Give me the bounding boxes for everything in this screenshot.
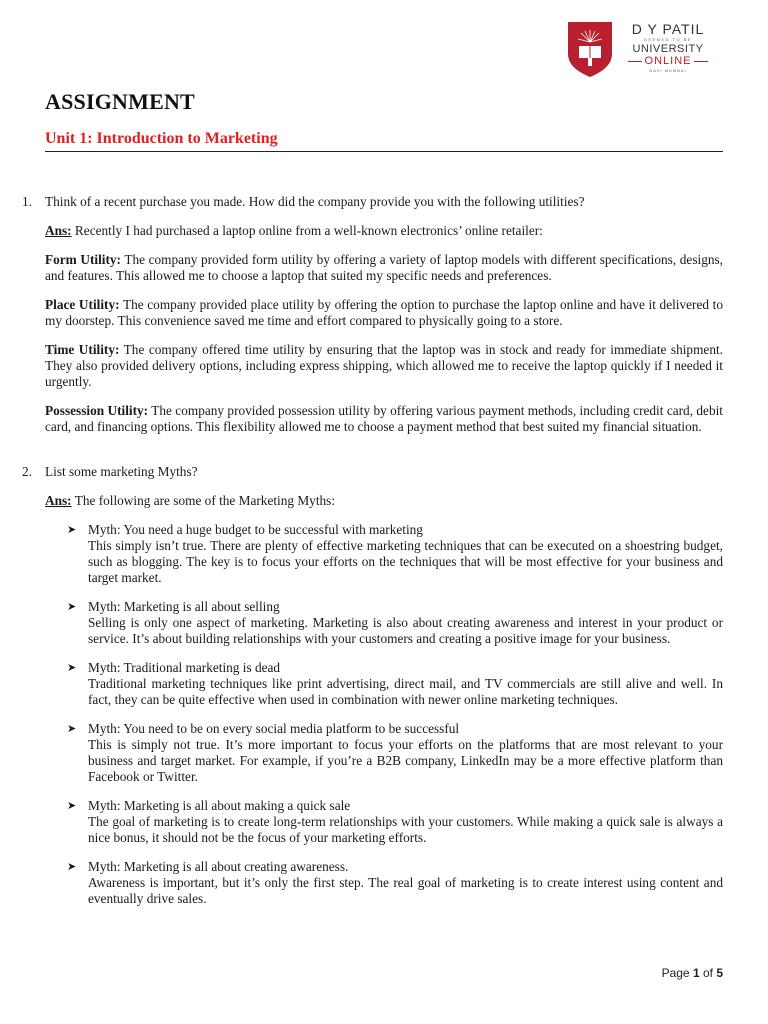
myth-text: The goal of marketing is to create long-term relationships with your customers. While making a quick sale is always a nice bonus, it should not be the focus of your marketing efforts. [88,814,723,845]
logo-location: NAVI MUMBAI [649,68,687,73]
question-text: Think of a recent purchase you made. How did the company provide you with the following utilities? [45,194,585,209]
current-page: 1 [692,966,700,980]
myth-text: Selling is only one aspect of marketing. Marketing is also about creating awareness and interest in your product or service. It’s about building relationships with your customers and creating a positive image for your business. [88,615,723,646]
answer-intro-text: The following are some of the Marketing Myths: [71,493,336,508]
university-logo [566,18,716,88]
answer-label: Ans: [45,493,72,508]
logo-wordmark [622,22,714,74]
page-number [662,966,723,980]
myth-text: Traditional marketing techniques like print advertising, direct mail, and TV commercials are still alive and well. In fact, they can be quite effective when used in combination with newer online marketing techniques. [88,676,723,707]
unit-heading: Unit 1: Introduction to Marketing [45,130,278,147]
logo-rule-right [694,61,708,62]
document-body [22,194,723,920]
myth-title: Myth: Marketing is all about selling [88,599,280,614]
list-item [45,798,723,846]
list-item [45,859,723,907]
answer-intro [45,493,723,509]
myth-text: This is simply not true. It’s more important to focus your efforts on the platforms that are most relevant to your business and target market. For example, if you’re a B2B company, LinkedIn may be a more effective platform than Facebook or Twitter. [88,737,723,784]
question-2 [22,464,723,480]
form-utility-text: The company provided form utility by offering a variety of laptop models with different specifications, designs, and features. This allowed me to choose a laptop that suited my specific needs and preferences. [45,252,723,283]
logo-online-row [622,55,714,68]
place-utility-text: The company provided place utility by offering the option to purchase the laptop online and have it delivered to my doorstep. This convenience saved me time and effort compared to physically going to a store. [45,297,723,328]
form-utility-paragraph [45,252,723,284]
list-item [45,599,723,647]
myth-title: Myth: You need to be on every social media platform to be successful [88,721,460,736]
page-word: Page [661,966,693,980]
question-number: 2. [22,464,32,479]
place-utility-paragraph [45,297,723,329]
logo-rule-left [628,61,642,62]
myth-text: Awareness is important, but it’s only the first step. The real goal of marketing is to create interest using content and eventually drive sales. [88,875,723,906]
question-1 [22,194,723,210]
arrow-bullet-icon: ➤ [67,723,77,735]
myth-title: Myth: You need a huge budget to be successful with marketing [88,522,423,537]
logo-deemed: DEEMED TO BE [643,37,693,42]
total-pages: 5 [716,966,723,980]
time-utility-label: Time Utility: [45,342,120,357]
possession-utility-paragraph [45,403,723,435]
possession-utility-label: Possession Utility: [45,403,149,418]
logo-university: UNIVERSITY [632,43,704,55]
section-gap [45,448,723,464]
myths-list [45,522,723,907]
logo-online: ONLINE [644,55,692,67]
answer-intro [45,223,723,239]
form-utility-label: Form Utility: [45,252,121,267]
arrow-bullet-icon: ➤ [67,601,77,613]
question-text: List some marketing Myths? [45,464,198,479]
myth-title: Myth: Marketing is all about creating awareness. [88,859,349,874]
myth-title: Myth: Marketing is all about making a quick sale [88,798,351,813]
heading-divider [45,151,723,152]
answer-intro-text: Recently I had purchased a laptop online from a well-known electronics’ online retailer: [71,223,543,238]
arrow-bullet-icon: ➤ [67,662,77,674]
time-utility-paragraph [45,342,723,390]
myth-text: This simply isn’t true. There are plenty of effective marketing techniques that can be executed on a shoestring budget, such as blogging. The key is to focus your efforts on the techniques that will be most effective for your business and target market. [88,538,723,585]
arrow-bullet-icon: ➤ [67,800,77,812]
myth-title: Myth: Traditional marketing is dead [88,660,281,675]
of-word: of [699,966,717,980]
possession-utility-text: The company provided possession utility by offering various payment methods, including credit card, debit card, and financing options. This flexibility allowed me to choose a payment method that best suited my financial situation. [45,403,723,434]
page-title: ASSIGNMENT [45,89,195,114]
arrow-bullet-icon: ➤ [67,861,77,873]
arrow-bullet-icon: ➤ [67,524,77,536]
list-item [45,522,723,586]
place-utility-label: Place Utility: [45,297,120,312]
time-utility-text: The company offered time utility by ensuring that the laptop was in stock and ready for immediate shipment. They also provided delivery options, including express shipping, which allowed me to receive the laptop quickly if I needed it urgently. [45,342,723,389]
logo-name: D Y PATIL [631,21,705,37]
shield-crest-icon [566,20,614,78]
list-item [45,660,723,708]
question-number: 1. [22,194,32,209]
answer-label: Ans: [45,223,72,238]
list-item [45,721,723,785]
